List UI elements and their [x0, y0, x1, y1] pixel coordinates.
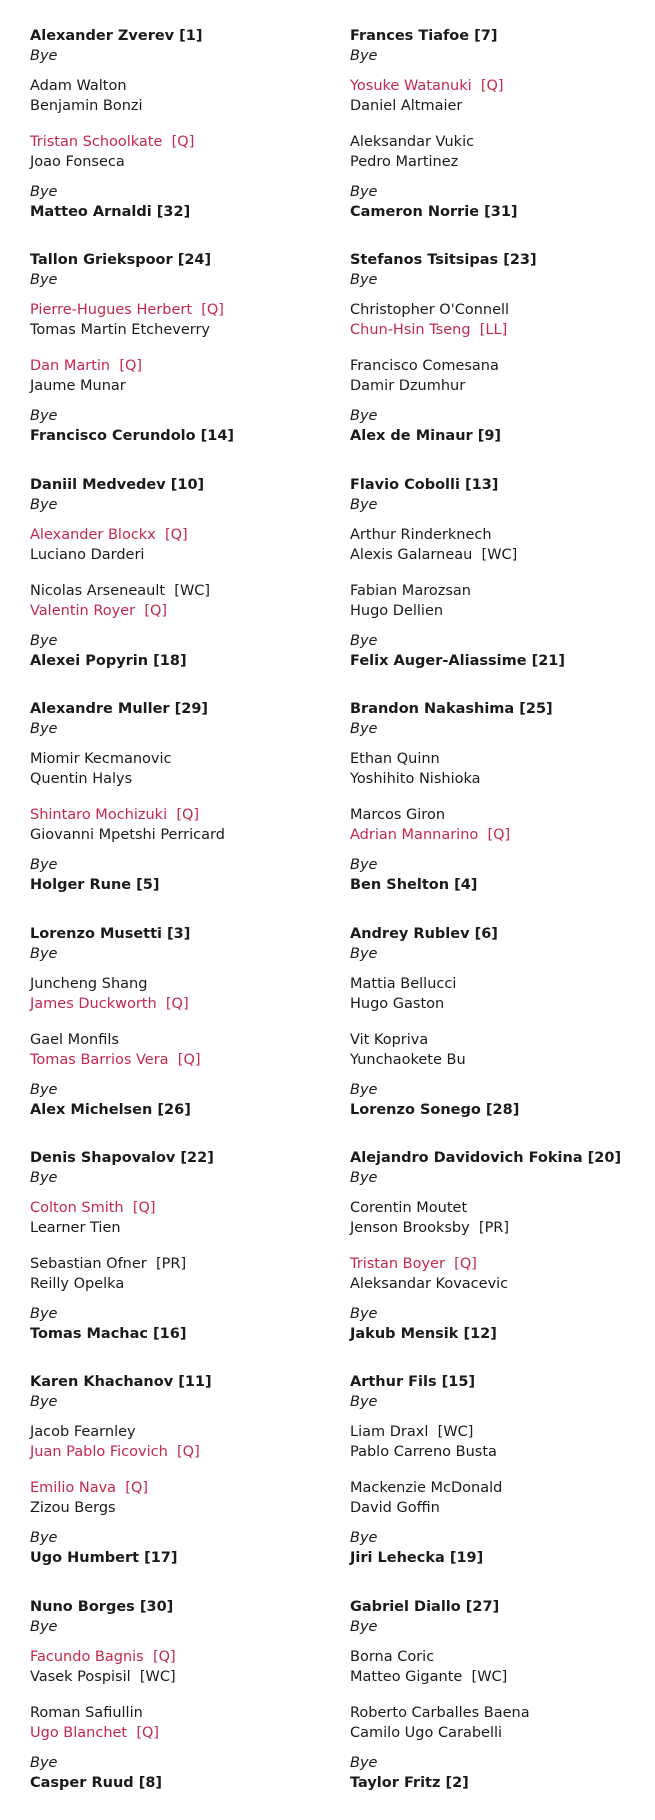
- player-name: Francisco Comesana: [350, 358, 499, 375]
- seeded-player-top: Alexander Zverev [1]: [30, 28, 203, 44]
- bye-label: Bye: [30, 632, 58, 649]
- player-entry: [350, 1274, 508, 1294]
- player-name: Gael Monfils: [30, 1031, 119, 1048]
- player-entry: [350, 994, 444, 1014]
- player-entry: [30, 1254, 186, 1274]
- player-name: Borna Coric: [350, 1648, 435, 1665]
- entry-tag: [Q]: [119, 358, 143, 375]
- player-name: Camilo Ugo Carabelli: [350, 1724, 503, 1741]
- seeded-player-top: Alejandro Davidovich Fokina [20]: [350, 1150, 622, 1166]
- seeded-player-top: Lorenzo Musetti [3]: [30, 925, 191, 942]
- entry-tag: [Q]: [144, 602, 168, 619]
- player-entry: [30, 1218, 121, 1238]
- player-name: Sebastian Ofner: [30, 1256, 147, 1272]
- bye-label: Bye: [350, 48, 378, 64]
- player-name: Mattia Bellucci: [350, 975, 457, 992]
- seeded-player-top: Tallon Griekspoor [24]: [30, 252, 212, 269]
- bye-label: Bye: [350, 184, 378, 200]
- bye-label: Bye: [30, 857, 58, 874]
- player-name: Chun-Hsin Tseng: [350, 322, 471, 339]
- player-name: Yunchaokete Bu: [350, 1051, 466, 1068]
- player-name: Jaume Munar: [30, 378, 126, 395]
- player-name: Christopher O'Connell: [350, 302, 510, 319]
- player-entry: [350, 581, 471, 601]
- bye-label: Bye: [350, 1754, 378, 1771]
- bye-label: Bye: [30, 496, 58, 513]
- player-entry: [350, 1703, 530, 1723]
- player-name: James Duckworth: [30, 995, 157, 1012]
- player-name: Vit Kopriva: [350, 1031, 429, 1048]
- player-entry: [30, 825, 225, 845]
- player-name: Jenson Brooksby: [350, 1220, 470, 1236]
- player-name: Adrian Mannarino: [350, 827, 479, 844]
- bye-label: Bye: [350, 1394, 378, 1411]
- bye-label: Bye: [30, 721, 58, 738]
- player-name: Aleksandar Vukic: [350, 134, 475, 150]
- seeded-player-top: Arthur Fils [15]: [350, 1374, 476, 1391]
- player-name: Marcos Giron: [350, 807, 446, 824]
- player-entry: [30, 1050, 201, 1070]
- player-entry: [30, 1274, 124, 1294]
- player-name: Adam Walton: [30, 78, 127, 94]
- player-name: Shintaro Mochizuki: [30, 807, 168, 824]
- player-entry: [350, 1478, 502, 1498]
- player-name: Tomas Barrios Vera: [30, 1051, 169, 1068]
- player-name: Vasek Pospisil: [30, 1668, 131, 1685]
- player-entry: [350, 376, 465, 396]
- player-entry: [30, 356, 142, 376]
- player-entry: [350, 525, 492, 545]
- bye-label: Bye: [30, 1306, 58, 1322]
- player-name: Corentin Moutet: [350, 1200, 468, 1216]
- player-entry: [350, 1254, 477, 1274]
- player-entry: [350, 1422, 473, 1442]
- player-entry: [30, 76, 127, 96]
- bye-label: Bye: [30, 1170, 58, 1186]
- bye-label: Bye: [350, 408, 378, 425]
- player-entry: [350, 320, 507, 340]
- entry-tag: [Q]: [480, 78, 504, 94]
- player-entry: [350, 601, 443, 621]
- entry-tag: [Q]: [487, 827, 511, 844]
- player-entry: [30, 300, 224, 320]
- seeded-player-bottom: Tomas Machac [16]: [30, 1326, 187, 1342]
- player-name: Alexander Blockx: [30, 526, 156, 543]
- player-name: Pedro Martinez: [350, 154, 459, 170]
- player-name: Daniel Altmaier: [350, 98, 463, 114]
- player-name: Mackenzie McDonald: [350, 1480, 503, 1497]
- player-name: Nicolas Arseneault: [30, 582, 166, 599]
- entry-tag: [WC]: [437, 1424, 474, 1441]
- bye-label: Bye: [30, 408, 58, 425]
- player-name: Fabian Marozsan: [350, 582, 471, 599]
- seeded-player-bottom: Cameron Norrie [31]: [350, 204, 518, 220]
- player-entry: [30, 805, 199, 825]
- bye-label: Bye: [30, 945, 58, 962]
- entry-tag: [Q]: [125, 1480, 149, 1497]
- player-name: Liam Draxl: [350, 1424, 429, 1441]
- player-name: David Goffin: [350, 1500, 440, 1517]
- player-name: Roman Safiullin: [30, 1704, 143, 1721]
- player-name: Valentin Royer: [30, 602, 136, 619]
- player-name: Benjamin Bonzi: [30, 98, 143, 114]
- player-name: Dan Martin: [30, 358, 111, 375]
- player-entry: [350, 132, 474, 152]
- player-name: Juncheng Shang: [30, 975, 148, 992]
- seeded-player-bottom: Alexei Popyrin [18]: [30, 652, 187, 669]
- seeded-player-bottom: Taylor Fritz [2]: [350, 1774, 469, 1791]
- entry-tag: [Q]: [171, 134, 195, 150]
- entry-tag: [WC]: [139, 1668, 176, 1685]
- player-entry: [30, 1498, 116, 1518]
- entry-tag: [LL]: [479, 322, 508, 339]
- player-entry: [350, 1198, 467, 1218]
- player-name: Alexis Galarneau: [350, 546, 473, 563]
- seeded-player-top: Denis Shapovalov [22]: [30, 1150, 214, 1166]
- entry-tag: [WC]: [174, 582, 211, 599]
- player-entry: [350, 152, 458, 172]
- seeded-player-bottom: Casper Ruud [8]: [30, 1774, 163, 1791]
- player-entry: [350, 356, 499, 376]
- player-entry: [350, 96, 462, 116]
- bye-label: Bye: [350, 721, 378, 738]
- bye-label: Bye: [350, 1618, 378, 1635]
- player-entry: [30, 1647, 176, 1667]
- player-name: Quentin Halys: [30, 771, 133, 788]
- player-name: Arthur Rinderknech: [350, 526, 492, 543]
- player-name: Facundo Bagnis: [30, 1648, 144, 1665]
- player-entry: [30, 152, 125, 172]
- player-entry: [30, 132, 194, 152]
- entry-tag: [PR]: [478, 1220, 510, 1236]
- bye-label: Bye: [30, 184, 58, 200]
- seeded-player-top: Andrey Rublev [6]: [350, 925, 498, 942]
- player-entry: [350, 825, 510, 845]
- player-entry: [30, 1442, 200, 1462]
- seeded-player-top: Frances Tiafoe [7]: [350, 28, 498, 44]
- seeded-player-top: Alexandre Muller [29]: [30, 701, 209, 718]
- entry-tag: [WC]: [481, 546, 518, 563]
- entry-tag: [Q]: [164, 526, 188, 543]
- player-name: Tristan Schoolkate: [30, 134, 163, 150]
- player-name: Ethan Quinn: [350, 751, 440, 768]
- player-name: Colton Smith: [30, 1200, 124, 1216]
- player-entry: [30, 601, 167, 621]
- player-entry: [30, 1198, 156, 1218]
- player-entry: [350, 1498, 440, 1518]
- seeded-player-top: Stefanos Tsitsipas [23]: [350, 252, 537, 269]
- bye-label: Bye: [30, 1394, 58, 1411]
- bye-label: Bye: [350, 272, 378, 289]
- player-name: Matteo Gigante: [350, 1668, 463, 1685]
- entry-tag: [Q]: [177, 1051, 201, 1068]
- player-entry: [350, 300, 509, 320]
- seeded-player-top: Nuno Borges [30]: [30, 1598, 174, 1615]
- seeded-player-top: Brandon Nakashima [25]: [350, 701, 553, 718]
- player-entry: [30, 994, 189, 1014]
- seeded-player-bottom: Holger Rune [5]: [30, 877, 160, 894]
- bye-label: Bye: [30, 1754, 58, 1771]
- seeded-player-top: Daniil Medvedev [10]: [30, 476, 205, 493]
- player-entry: [30, 1703, 143, 1723]
- player-entry: [30, 376, 126, 396]
- seeded-player-bottom: Francisco Cerundolo [14]: [30, 428, 235, 445]
- player-entry: [30, 545, 144, 565]
- bye-label: Bye: [350, 945, 378, 962]
- entry-tag: [Q]: [201, 302, 224, 319]
- entry-tag: [Q]: [132, 1200, 156, 1216]
- bye-label: Bye: [350, 857, 378, 874]
- seeded-player-bottom: Alex Michelsen [26]: [30, 1101, 191, 1118]
- seeded-player-bottom: Felix Auger-Aliassime [21]: [350, 652, 566, 669]
- player-name: Aleksandar Kovacevic: [350, 1276, 509, 1292]
- player-entry: [350, 805, 445, 825]
- bye-label: Bye: [350, 496, 378, 513]
- seeded-player-bottom: Jakub Mensik [12]: [350, 1326, 497, 1342]
- player-entry: [30, 1723, 159, 1743]
- seeded-player-bottom: Matteo Arnaldi [32]: [30, 204, 191, 220]
- entry-tag: [WC]: [471, 1668, 508, 1685]
- entry-tag: [Q]: [454, 1256, 477, 1272]
- entry-tag: [Q]: [176, 807, 200, 824]
- player-name: Tomas Martin Etcheverry: [30, 322, 210, 339]
- seeded-player-bottom: Lorenzo Sonego [28]: [350, 1101, 520, 1118]
- player-entry: [30, 581, 210, 601]
- seeded-player-bottom: Alex de Minaur [9]: [350, 428, 502, 445]
- seeded-player-top: Flavio Cobolli [13]: [350, 476, 499, 493]
- player-entry: [350, 1218, 509, 1238]
- seeded-player-bottom: Jiri Lehecka [19]: [350, 1550, 484, 1567]
- player-entry: [30, 320, 210, 340]
- bye-label: Bye: [30, 1618, 58, 1635]
- player-name: Joao Fonseca: [30, 154, 125, 170]
- entry-tag: [PR]: [155, 1256, 187, 1272]
- player-entry: [350, 545, 517, 565]
- player-entry: [30, 749, 171, 769]
- bye-label: Bye: [350, 1530, 378, 1547]
- entry-tag: [Q]: [177, 1444, 200, 1461]
- player-entry: [30, 769, 132, 789]
- player-entry: [30, 1478, 148, 1498]
- player-name: Giovanni Mpetshi Perricard: [30, 827, 225, 844]
- player-entry: [350, 1030, 428, 1050]
- player-entry: [30, 1667, 176, 1687]
- entry-tag: [Q]: [152, 1648, 176, 1665]
- player-entry: [30, 96, 143, 116]
- player-entry: [350, 76, 504, 96]
- player-entry: [30, 1422, 136, 1442]
- player-name: Zizou Bergs: [30, 1500, 116, 1517]
- seeded-player-top: Karen Khachanov [11]: [30, 1374, 212, 1391]
- player-name: Miomir Kecmanovic: [30, 751, 172, 768]
- player-name: Juan Pablo Ficovich: [30, 1444, 168, 1461]
- bye-label: Bye: [350, 1081, 378, 1098]
- bye-label: Bye: [30, 1530, 58, 1547]
- player-entry: [350, 769, 481, 789]
- player-name: Pierre-Hugues Herbert: [30, 302, 193, 319]
- player-entry: [350, 1050, 466, 1070]
- entry-tag: [Q]: [165, 995, 189, 1012]
- player-name: Emilio Nava: [30, 1480, 117, 1497]
- player-name: Yosuke Watanuki: [350, 78, 472, 94]
- seeded-player-top: Gabriel Diallo [27]: [350, 1598, 500, 1615]
- player-name: Reilly Opelka: [30, 1276, 125, 1292]
- player-entry: [350, 1723, 502, 1743]
- player-entry: [350, 1647, 434, 1667]
- player-name: Damir Dzumhur: [350, 378, 466, 395]
- player-name: Roberto Carballes Baena: [350, 1704, 530, 1721]
- seeded-player-bottom: Ugo Humbert [17]: [30, 1550, 178, 1567]
- player-entry: [350, 1667, 507, 1687]
- bye-label: Bye: [350, 632, 378, 649]
- player-name: Tristan Boyer: [350, 1256, 445, 1272]
- player-name: Ugo Blanchet: [30, 1724, 128, 1741]
- bye-label: Bye: [30, 272, 58, 289]
- player-name: Jacob Fearnley: [30, 1424, 136, 1441]
- bye-label: Bye: [30, 48, 58, 64]
- entry-tag: [Q]: [136, 1724, 160, 1741]
- player-entry: [30, 974, 147, 994]
- bye-label: Bye: [350, 1306, 378, 1322]
- player-entry: [350, 1442, 497, 1462]
- player-entry: [30, 1030, 119, 1050]
- player-name: Hugo Gaston: [350, 995, 445, 1012]
- player-entry: [350, 749, 440, 769]
- bye-label: Bye: [30, 1081, 58, 1098]
- player-name: Pablo Carreno Busta: [350, 1444, 497, 1461]
- seeded-player-bottom: Ben Shelton [4]: [350, 877, 478, 894]
- player-entry: [30, 525, 188, 545]
- player-name: Luciano Darderi: [30, 546, 145, 563]
- player-name: Hugo Dellien: [350, 602, 444, 619]
- player-entry: [350, 974, 456, 994]
- bye-label: Bye: [350, 1170, 378, 1186]
- player-name: Yoshihito Nishioka: [350, 771, 481, 788]
- player-name: Learner Tien: [30, 1220, 121, 1236]
